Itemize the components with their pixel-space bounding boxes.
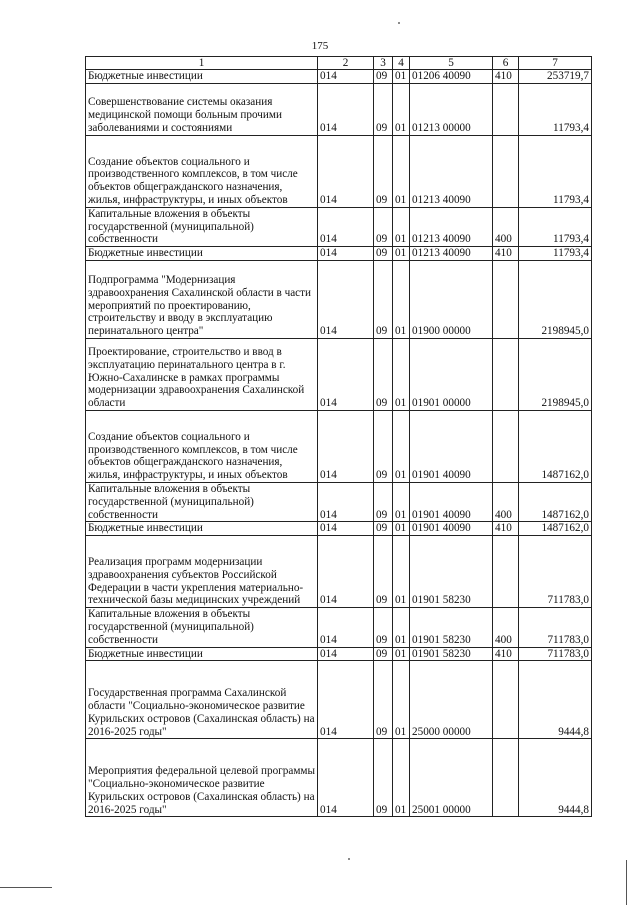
column-header-4: 4 xyxy=(393,57,410,70)
cell-amount: 1487162,0 xyxy=(519,482,592,521)
cell-subsection: 01 xyxy=(393,338,410,410)
cell-ministry: 014 xyxy=(318,608,374,647)
cell-amount: 1487162,0 xyxy=(519,410,592,482)
table-row xyxy=(86,608,592,647)
row-name: Бюджетные инвестиции xyxy=(86,70,318,84)
scan-artifact-dot xyxy=(348,858,350,860)
row-name: Государственная программа Сахалинской области "Социально-экономическое развитие Курильских островов (Сахалинская область) на 2016-2025 годы" xyxy=(86,661,318,739)
cell-section: 09 xyxy=(374,83,393,135)
page-number: 175 xyxy=(311,40,329,52)
cell-subsection: 01 xyxy=(393,83,410,135)
budget-table xyxy=(85,56,592,817)
cell-subsection: 01 xyxy=(393,482,410,521)
cell-expense-type xyxy=(493,661,519,739)
cell-expense-type xyxy=(493,536,519,608)
cell-amount: 11793,4 xyxy=(519,83,592,135)
table-row xyxy=(86,482,592,521)
cell-expense-type xyxy=(493,260,519,338)
cell-target-article: 01213 40090 xyxy=(410,247,493,261)
cell-amount: 9444,8 xyxy=(519,739,592,817)
cell-section: 09 xyxy=(374,536,393,608)
cell-target-article: 01213 40090 xyxy=(410,207,493,246)
cell-ministry: 014 xyxy=(318,522,374,536)
row-name: Совершенствование системы оказания медицинской помощи больным прочими заболеваниями и состояниями xyxy=(86,83,318,135)
table-row xyxy=(86,260,592,338)
cell-amount: 11793,4 xyxy=(519,135,592,207)
cell-section: 09 xyxy=(374,739,393,817)
scan-artifact-dot xyxy=(398,22,400,24)
row-name: Создание объектов социального и производственного комплексов, в том числе объектов общегражданского назначения, жилья, инфраструктуры, и иных объектов xyxy=(86,135,318,207)
cell-ministry: 014 xyxy=(318,247,374,261)
cell-subsection: 01 xyxy=(393,260,410,338)
row-name: Реализация программ модернизации здравоохранения субъектов Российской Федерации в части укрепления материально-технической базы медицинских учреждений xyxy=(86,536,318,608)
cell-ministry: 014 xyxy=(318,410,374,482)
column-header-3: 3 xyxy=(374,57,393,70)
cell-subsection: 01 xyxy=(393,536,410,608)
row-name: Создание объектов социального и производственного комплексов, в том числе объектов общегражданского назначения, жилья, инфраструктуры, и иных объектов xyxy=(86,410,318,482)
cell-ministry: 014 xyxy=(318,647,374,661)
cell-ministry: 014 xyxy=(318,338,374,410)
cell-expense-type: 410 xyxy=(493,647,519,661)
cell-expense-type: 400 xyxy=(493,482,519,521)
cell-ministry: 014 xyxy=(318,135,374,207)
cell-target-article: 01206 40090 xyxy=(410,70,493,84)
cell-subsection: 01 xyxy=(393,608,410,647)
row-name: Бюджетные инвестиции xyxy=(86,522,318,536)
cell-target-article: 01901 40090 xyxy=(410,410,493,482)
cell-target-article: 01901 40090 xyxy=(410,522,493,536)
column-header-7: 7 xyxy=(519,57,592,70)
cell-target-article: 01900 00000 xyxy=(410,260,493,338)
column-header-1: 1 xyxy=(86,57,318,70)
cell-expense-type xyxy=(493,338,519,410)
cell-ministry: 014 xyxy=(318,70,374,84)
cell-target-article: 01901 58230 xyxy=(410,536,493,608)
cell-section: 09 xyxy=(374,661,393,739)
table-row xyxy=(86,70,592,84)
column-header-2: 2 xyxy=(318,57,374,70)
cell-amount: 1487162,0 xyxy=(519,522,592,536)
cell-expense-type xyxy=(493,135,519,207)
table-row xyxy=(86,247,592,261)
cell-expense-type: 410 xyxy=(493,522,519,536)
row-name: Капитальные вложения в объекты государственной (муниципальной) собственности xyxy=(86,207,318,246)
cell-section: 09 xyxy=(374,70,393,84)
table-row xyxy=(86,338,592,410)
cell-section: 09 xyxy=(374,482,393,521)
cell-section: 09 xyxy=(374,522,393,536)
cell-subsection: 01 xyxy=(393,135,410,207)
scan-artifact-edge xyxy=(626,860,627,905)
cell-target-article: 01901 00000 xyxy=(410,338,493,410)
scan-artifact-line xyxy=(0,887,52,888)
cell-section: 09 xyxy=(374,135,393,207)
column-header-6: 6 xyxy=(493,57,519,70)
table-row xyxy=(86,536,592,608)
cell-amount: 11793,4 xyxy=(519,247,592,261)
cell-amount: 253719,7 xyxy=(519,70,592,84)
cell-section: 09 xyxy=(374,207,393,246)
row-name: Капитальные вложения в объекты государственной (муниципальной) собственности xyxy=(86,482,318,521)
cell-amount: 711783,0 xyxy=(519,608,592,647)
cell-expense-type xyxy=(493,410,519,482)
table-row xyxy=(86,207,592,246)
cell-subsection: 01 xyxy=(393,522,410,536)
cell-ministry: 014 xyxy=(318,207,374,246)
cell-section: 09 xyxy=(374,410,393,482)
cell-amount: 11793,4 xyxy=(519,207,592,246)
cell-section: 09 xyxy=(374,608,393,647)
cell-subsection: 01 xyxy=(393,661,410,739)
cell-ministry: 014 xyxy=(318,739,374,817)
cell-expense-type xyxy=(493,739,519,817)
row-name: Проектирование, строительство и ввод в эксплуатацию перинатального центра в г. Южно-Сахалинске в рамках программы модернизации здравоохранения Сахалинской области xyxy=(86,338,318,410)
cell-ministry: 014 xyxy=(318,260,374,338)
table-row xyxy=(86,83,592,135)
row-name: Капитальные вложения в объекты государственной (муниципальной) собственности xyxy=(86,608,318,647)
row-name: Бюджетные инвестиции xyxy=(86,647,318,661)
cell-expense-type: 410 xyxy=(493,247,519,261)
table-row xyxy=(86,661,592,739)
cell-subsection: 01 xyxy=(393,207,410,246)
cell-target-article: 01901 58230 xyxy=(410,647,493,661)
cell-amount: 2198945,0 xyxy=(519,338,592,410)
cell-section: 09 xyxy=(374,338,393,410)
cell-amount: 711783,0 xyxy=(519,647,592,661)
cell-amount: 711783,0 xyxy=(519,536,592,608)
cell-target-article: 25000 00000 xyxy=(410,661,493,739)
cell-expense-type xyxy=(493,83,519,135)
cell-target-article: 01213 00000 xyxy=(410,83,493,135)
table-row xyxy=(86,135,592,207)
cell-expense-type: 410 xyxy=(493,70,519,84)
cell-expense-type: 400 xyxy=(493,608,519,647)
row-name: Мероприятия федеральной целевой программы "Социально-экономическое развитие Курильских островов (Сахалинская область) на 2016-2025 годы" xyxy=(86,739,318,817)
cell-subsection: 01 xyxy=(393,247,410,261)
cell-section: 09 xyxy=(374,247,393,261)
cell-target-article: 01901 40090 xyxy=(410,482,493,521)
row-name: Подпрограмма "Модернизация здравоохранения Сахалинской области в части мероприятий по проектированию, строительству и вводу в эксплуатацию перинатального центра" xyxy=(86,260,318,338)
table-row xyxy=(86,522,592,536)
cell-ministry: 014 xyxy=(318,83,374,135)
cell-subsection: 01 xyxy=(393,70,410,84)
cell-ministry: 014 xyxy=(318,536,374,608)
cell-target-article: 25001 00000 xyxy=(410,739,493,817)
cell-subsection: 01 xyxy=(393,410,410,482)
cell-target-article: 01901 58230 xyxy=(410,608,493,647)
table-header-row xyxy=(86,57,592,70)
cell-ministry: 014 xyxy=(318,482,374,521)
table-row xyxy=(86,410,592,482)
cell-ministry: 014 xyxy=(318,661,374,739)
table-row xyxy=(86,647,592,661)
column-header-5: 5 xyxy=(410,57,493,70)
table-row xyxy=(86,739,592,817)
cell-section: 09 xyxy=(374,647,393,661)
cell-amount: 2198945,0 xyxy=(519,260,592,338)
cell-subsection: 01 xyxy=(393,739,410,817)
cell-expense-type: 400 xyxy=(493,207,519,246)
cell-subsection: 01 xyxy=(393,647,410,661)
cell-section: 09 xyxy=(374,260,393,338)
cell-target-article: 01213 40090 xyxy=(410,135,493,207)
cell-amount: 9444,8 xyxy=(519,661,592,739)
row-name: Бюджетные инвестиции xyxy=(86,247,318,261)
